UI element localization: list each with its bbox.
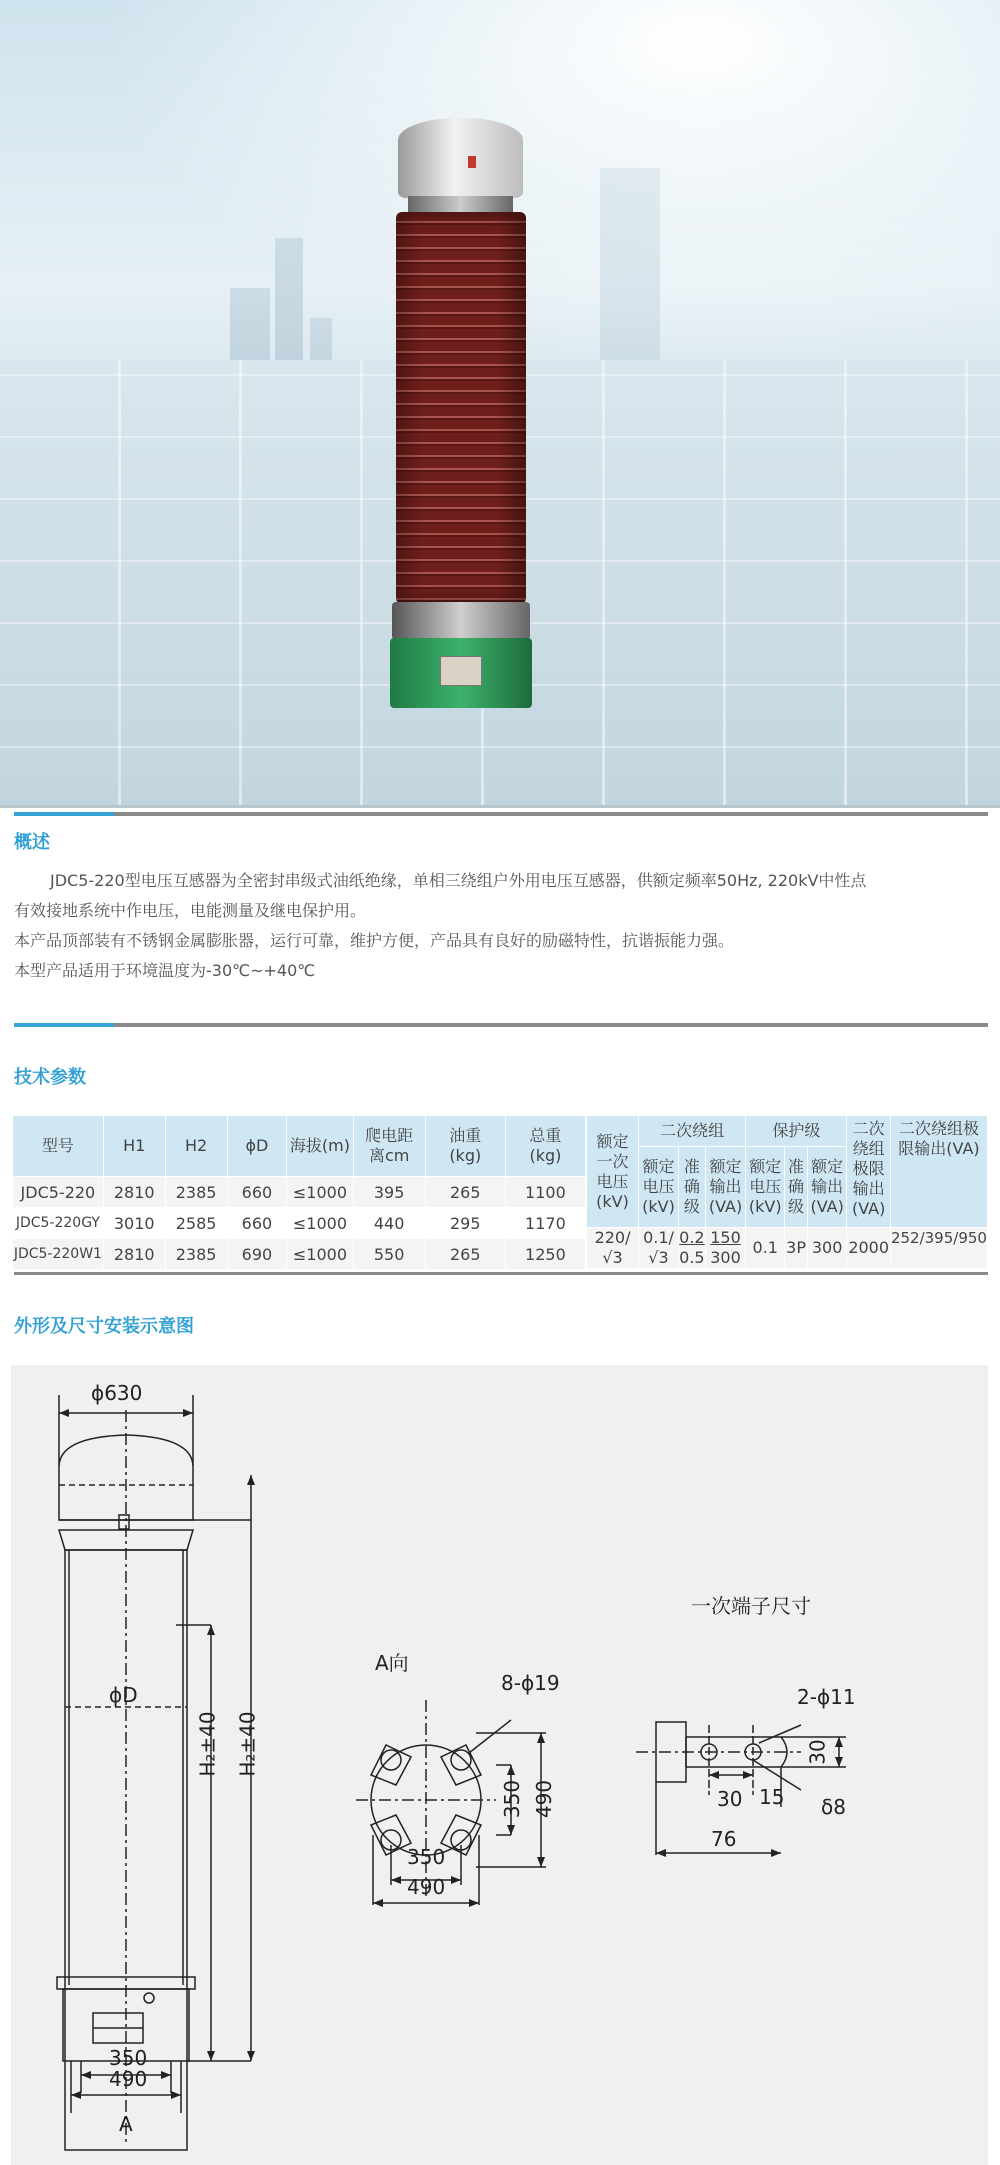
cell: 2810 xyxy=(103,1239,165,1270)
cell: 440 xyxy=(353,1208,425,1239)
dim-flange-490: 490 xyxy=(407,1875,446,1899)
col-header: 额定一次电压(kV) xyxy=(587,1116,639,1228)
dim-terminal-30: 30 xyxy=(717,1787,743,1811)
cell: 2810 xyxy=(103,1177,165,1208)
drawing-title: 外形及尺寸安装示意图 xyxy=(14,1316,194,1337)
dim-holes: 8-ϕ19 xyxy=(501,1671,560,1695)
dim-base-350: 350 xyxy=(109,2046,148,2070)
dimension-drawing xyxy=(11,1365,988,2165)
col-header: 二次绕组 xyxy=(639,1116,746,1147)
dim-diameter-d: ϕD xyxy=(109,1683,138,1707)
cell: 2385 xyxy=(165,1239,227,1270)
col-header: 准确级 xyxy=(785,1147,808,1228)
col-header: 二次绕组极限输出(VA) xyxy=(847,1116,890,1228)
cell: 2385 xyxy=(165,1177,227,1208)
col-header: 型号 xyxy=(13,1116,104,1177)
spec-header-row xyxy=(13,1116,586,1177)
cell: 1100 xyxy=(505,1177,585,1208)
cell: 1170 xyxy=(505,1208,585,1239)
warning-icon xyxy=(468,156,476,168)
table-row xyxy=(13,1177,586,1208)
cell: 660 xyxy=(227,1208,287,1239)
col-header: 额定输出(VA) xyxy=(705,1147,745,1228)
col-header: 二次绕组极限输出(VA) xyxy=(890,1116,987,1228)
col-header: 油重(kg) xyxy=(425,1116,505,1177)
cell: 252/395/950 xyxy=(890,1228,987,1269)
overview-line: JDC5-220型电压互感器为全密封串级式油纸绝缘，单相三绕组户外用电压互感器，供额定频率50Hz, 220kV中性点 xyxy=(50,871,867,890)
table-row xyxy=(13,1208,586,1239)
spec-table xyxy=(12,1115,586,1270)
cell: 3010 xyxy=(103,1208,165,1239)
cell: 2000 xyxy=(847,1228,890,1269)
cell-model: JDC5-220 xyxy=(13,1177,104,1208)
section-rule xyxy=(14,812,988,816)
dim-flange-350: 350 xyxy=(500,1779,525,1819)
porcelain-insulator xyxy=(396,212,526,604)
col-header: 额定电压(kV) xyxy=(746,1147,785,1228)
rated-header-row xyxy=(587,1116,988,1147)
base-flange xyxy=(392,602,530,640)
cell: 690 xyxy=(227,1239,287,1270)
dim-flange-490: 490 xyxy=(532,1779,557,1819)
cell: 660 xyxy=(227,1177,287,1208)
cell: 265 xyxy=(425,1239,505,1270)
overview-line: 有效接地系统中作电压，电能测量及继电保护用。 xyxy=(14,901,367,920)
rated-table xyxy=(586,1115,988,1269)
cell-model: JDC5-220GY xyxy=(13,1208,104,1239)
cell: 2585 xyxy=(165,1208,227,1239)
cell: 550 xyxy=(353,1239,425,1270)
cell: 150 300 xyxy=(705,1228,745,1269)
dim-diameter-630: ϕ630 xyxy=(91,1381,143,1405)
cell: 0.1/√3 xyxy=(639,1228,679,1269)
dim-height-h2: H₂±40 xyxy=(235,1711,260,1777)
overview-line: 本型产品适用于环境温度为-30℃~+40℃ xyxy=(14,961,316,980)
dim-terminal-15: 15 xyxy=(759,1785,785,1809)
col-header: ϕD xyxy=(227,1116,287,1177)
dim-terminal-holes: 2-ϕ11 xyxy=(797,1685,856,1709)
col-header: 保护级 xyxy=(746,1116,847,1147)
cell: 265 xyxy=(425,1177,505,1208)
terminal-title: 一次端子尺寸 xyxy=(691,1594,811,1618)
dim-terminal-30-vertical: 30 xyxy=(805,1739,830,1765)
overview-line: 本产品顶部装有不锈钢金属膨胀器，运行可靠，维护方便，产品具有良好的励磁特性，抗谐振能力强。 xyxy=(14,931,735,950)
section-rule xyxy=(14,1023,988,1027)
col-header: H1 xyxy=(103,1116,165,1177)
dim-base-490: 490 xyxy=(109,2067,148,2091)
overview-text xyxy=(14,866,989,986)
cell: 0.2 0.5 xyxy=(679,1228,705,1267)
table-row xyxy=(587,1228,988,1269)
view-a-label: A向 xyxy=(375,1651,409,1675)
dim-height-h2: H₂±40 xyxy=(195,1711,220,1777)
cell: ≤1000 xyxy=(287,1239,353,1270)
transformer-base xyxy=(390,638,532,708)
table-row xyxy=(13,1239,586,1270)
cell: ≤1000 xyxy=(287,1177,353,1208)
cell: ≤1000 xyxy=(287,1208,353,1239)
outline-drawing xyxy=(11,1365,988,2165)
col-header: H2 xyxy=(165,1116,227,1177)
hero-divider xyxy=(0,805,1000,808)
dim-terminal-thickness: δ8 xyxy=(821,1795,846,1819)
col-header: 额定输出(VA) xyxy=(807,1147,847,1228)
cell: 3P xyxy=(785,1228,808,1269)
cell: 0.1 xyxy=(746,1228,785,1269)
cell-model: JDC5-220W1 xyxy=(13,1239,104,1270)
col-header: 爬电距离cm xyxy=(353,1116,425,1177)
product-photo xyxy=(0,0,1000,808)
cell: 220/√3 xyxy=(587,1228,639,1269)
cell: 295 xyxy=(425,1208,505,1239)
cell: 300 xyxy=(807,1228,847,1269)
cell: 395 xyxy=(353,1177,425,1208)
view-marker-a: A xyxy=(119,2112,133,2136)
col-header: 额定电压(kV) xyxy=(639,1147,679,1228)
specs-title: 技术参数 xyxy=(14,1067,86,1088)
cell: 1250 xyxy=(505,1239,585,1270)
col-header: 海拔(m) xyxy=(287,1116,353,1177)
overview-title: 概述 xyxy=(14,832,50,853)
nameplate xyxy=(440,656,482,686)
col-header: 总重(kg) xyxy=(505,1116,585,1177)
table-rule xyxy=(14,1272,988,1275)
dim-flange-350: 350 xyxy=(407,1845,446,1869)
col-header: 准确级 xyxy=(678,1147,705,1228)
expander-cap xyxy=(398,118,523,198)
dim-terminal-76: 76 xyxy=(711,1827,737,1851)
